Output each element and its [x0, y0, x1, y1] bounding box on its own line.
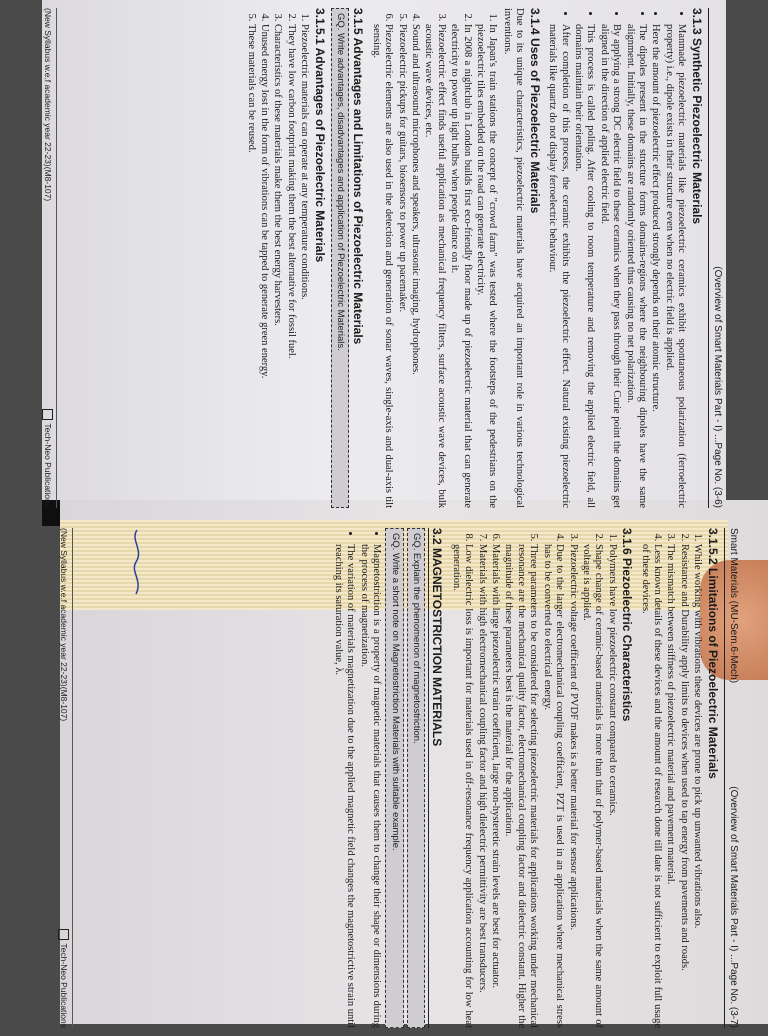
list-item: • The variation of materials magnetization due to the applied magnetic field changes the magnetostrictive strain until reaching its saturation value, λ. [332, 544, 357, 1028]
list-item: 1. In Japan's train stations the concept of "crowd farm" was tested where the footsteps of the pedestrians on the piezoelectric tiles embedded on the road can generate electricity. [474, 24, 499, 508]
section-3-1-5-1-title: 3.1.5.1 Advantages of Piezoelectric Materials [312, 8, 327, 263]
footer-publisher [58, 929, 70, 1028]
section-3-1-3-title: 3.1.3 Synthetic Piezoelectric Materials [689, 8, 704, 225]
list-item: 6. Materials with large piezoelectric strain coefficient, large non-hysteretic strain levels are best for actuator. [489, 544, 501, 1028]
top-page-footer [42, 8, 57, 508]
list-item: • By applying a strong DC electric field to these ceramics when they pass through their Curie point the domains get aligned in the direction of applied electric field. [597, 24, 622, 508]
gq-box: GQ. Write a short note on Magnetostriction Materials with suitable example. [385, 528, 403, 1028]
list-item: 3. Characteristics of these materials make them the best energy harvesters. [271, 24, 283, 508]
list-item: 5. Three parameters to be considered for selecting piezoelectric materials for applications working under mechanical resonance are the mechanical quality factor, electromechanical coupling factor and dielectric constant. Higher the magnitude of these parameters best is the material for the application. [502, 544, 539, 1028]
list-item: 1. Piezoelectric materials can operate at any temperature conditions. [298, 24, 310, 508]
list-item: • This process is called poling. After cooling to room temperature and removing the applied electric field, all domains maintain their orientation. [572, 24, 597, 508]
list-item: • The dipoles present in the structure forms domains-regions where the neighbouring dipoles have the same alignment. Initially, these domains are randomly oriented thus causing no net polarization. [623, 24, 648, 508]
list-item: 7. Materials with high electromechanical coupling factor and high dielectric permittivity are best transducers. [475, 544, 487, 1028]
section-3-2-title: 3.2 MAGNETOSTRICTION MATERIALS [428, 528, 443, 1028]
section-3-1-6-list [449, 528, 617, 1028]
section-3-1-5-1-list [244, 8, 310, 508]
list-item: 4. Due to the larger electromechanical coupling coefficient, PZT is used in an application where mechanical stress has to be converted to electrical energy. [540, 544, 565, 1028]
list-item: 8. Low dielectric loss is important for materials used in off-resonance frequency application accounting for low heat generation. [449, 544, 474, 1028]
list-item: • Manmade piezoelectric materials like piezoelectric ceramics exhibit spontaneous polarization (ferroelectric property) i.e., dipole exists in their structure even when no electric field is applied. [662, 24, 687, 508]
footer-syllabus: (New Syllabus w.e.f academic year 22-23)(M8-107) [59, 528, 70, 722]
list-item: 4. Unused energy lost in the form of vibrations can be tapped to generate green energy. [258, 24, 270, 508]
list-item: 5. Piezoelectric pickups for guitars, biosensors to power up pacemaker. [395, 24, 407, 508]
list-item: 5. These materials can be reused. [244, 24, 256, 508]
list-item: 4. Less known details of these devices and the amount of research done till date is not sufficient to exploit full usage of these devices. [638, 544, 663, 1028]
top-header-title: (Overview of Smart Materials Part - I) ...Page No. (3-6) [712, 266, 723, 508]
list-item: • Magnetostriction is a property of magnetic materials that causes them to change their shape or dimensions during the process of magnetization. [357, 544, 382, 1028]
bottom-header-title: (Overview of Smart Materials Part - I) ...Page No. (3-7) [728, 786, 739, 1028]
bottom-page-content [58, 520, 742, 1036]
gq-box: GQ. Explain the phenomenon of magnetostriction. [407, 528, 425, 1028]
footer-publisher [42, 409, 54, 508]
top-page-header [708, 8, 726, 508]
list-item: 2. They have low carbon footprint making them the best alternative for fossil fuel. [284, 24, 296, 508]
list-item: 6. Piezoelectric elements are also used in the detection and generation of sonar waves, single-axis and dual-axis tilt sensing. [369, 24, 394, 508]
top-page-content [42, 0, 726, 516]
section-3-1-6-title: 3.1.6 Piezoelectric Characteristics [620, 528, 635, 722]
bottom-header-subject: Smart Materials (MU-Sem.6-Mech) [728, 528, 739, 684]
list-item: 3. The mismatch between stiffness of piezoelectric material and pavement material. [664, 544, 676, 1028]
publisher-logo-icon [42, 409, 53, 420]
section-3-1-5-2-list [638, 528, 703, 1028]
footer-publisher-label: Tech-Neo Publications [43, 423, 54, 508]
list-item: 3. Piezoelectric effect finds useful application as mechanical frequency filters, surface acoustic wave devices, bulk acoustic wave devices, etc. [422, 24, 447, 508]
list-item: 2. Resistance and Durability apply limits to devices when used to tap energy from pavements and roads. [677, 544, 689, 1028]
gq-box: GQ. Write advantages, disadvantages and application of Piezoelectric Materials. [331, 8, 349, 508]
list-item: 1. Polymers have low piezoelectric constant compared to ceramics. [605, 544, 617, 1028]
list-item: 1. While working with vibrations these devices are prone to pick up unwanted vibrations also. [691, 544, 703, 1028]
list-item: 2. Shape change of ceramic-based materials is more than that of polymer-based materials when the same amount of voltage is applied. [580, 544, 605, 1028]
section-3-1-5-2-title: 3.1.5.2 Limitations of Piezoelectric Materials [705, 528, 720, 779]
footer-publisher-label: Tech-Neo Publications [59, 943, 70, 1028]
list-item: • After completion of this process, the ceramic exhibits the piezoelectric effect. Natural existing piezoelectric materials like quartz do not display ferroelectric behaviour. [546, 24, 571, 508]
list-item: 3. Piezoelectric voltage coefficient of PVDF makes is a better material for sensor applications. [566, 544, 578, 1028]
list-item: 4. Sound and ultrasound microphones and speakers, ultrasonic imaging, hydrophones. [409, 24, 421, 508]
footer-syllabus: (New Syllabus w.e.f academic year 22-23)(M8-107) [43, 8, 54, 202]
section-3-1-4-intro: Due to its unique characteristics, piezoelectric materials have acquired an important role in various technological inventions. [501, 8, 526, 508]
section-3-1-3-list [546, 8, 687, 508]
publisher-logo-icon [58, 929, 69, 940]
list-item: 2. In 2008 a nightclub in London builds first eco-friendly floor made up of piezoelectric material that can generate electricity to power up light bulbs when people dance on it. [448, 24, 473, 508]
section-3-1-4-title: 3.1.4 Uses of Piezoelectric Materials [527, 8, 542, 214]
section-3-2-list [332, 528, 383, 1028]
section-3-1-4-list [369, 8, 498, 508]
section-3-1-5-title: 3.1.5 Advantages and Limitations of Piezoelectric Materials [351, 8, 366, 345]
bottom-page-header [724, 528, 742, 1028]
list-item: • Here the amount of piezoelectric effect produced strongly depends on their atomic structure. [649, 24, 661, 508]
bottom-page-footer [58, 528, 73, 1028]
